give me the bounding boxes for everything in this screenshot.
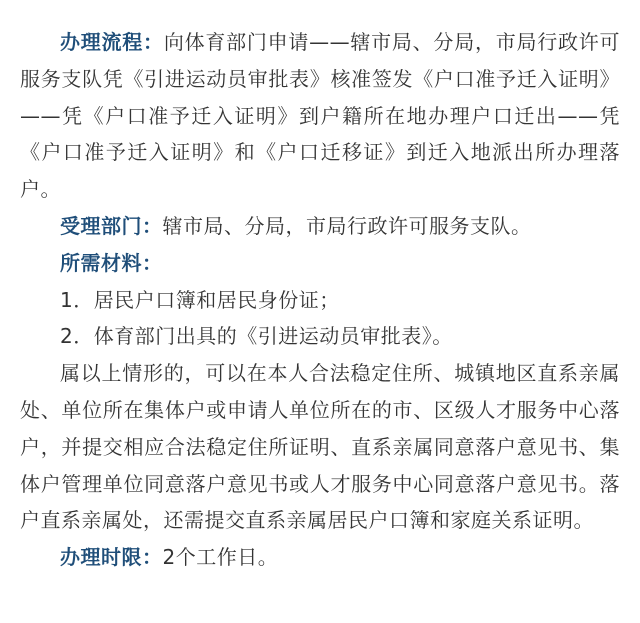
- time-limit-text: 2个工作日。: [162, 545, 279, 570]
- materials-heading: [20, 245, 620, 282]
- note-text: 属以上情形的，可以在本人合法稳定住所、城镇地区直系亲属处、单位所在集体户或申请人单位所在的市、区级人才服务中心落户，并提交相应合法稳定住所证明、直系亲属同意落户意见书、集体户管理单位同意落户意见书或人才服务中心同意落户意见书。落户直系亲属处，还需提交直系亲属居民户口簿和家庭关系证明。: [20, 361, 620, 533]
- time-limit-label: 办理时限：: [60, 545, 163, 570]
- process-paragraph: [20, 24, 620, 208]
- department-paragraph: [20, 208, 620, 245]
- process-text: 向体育部门申请——辖市局、分局，市局行政许可服务支队凭《引进运动员审批表》核准签发《户口准予迁入证明》——凭《户口准予迁入证明》到户籍所在地办理户口迁出——凭《户口准予迁入证明》和《户口迁移证》到迁入地派出所办理落户。: [20, 30, 621, 202]
- process-label: 办理流程：: [60, 30, 164, 54]
- materials-label: 所需材料：: [60, 250, 163, 275]
- note-paragraph: [20, 355, 620, 539]
- materials-item-2: 2．体育部门出具的《引进运动员审批表》。: [60, 324, 453, 349]
- department-label: 受理部门：: [60, 213, 163, 238]
- materials-item-1: 1．居民户口簿和居民身份证；: [60, 287, 340, 312]
- department-text: 辖市局、分局，市局行政许可服务支队。: [162, 213, 532, 238]
- time-limit-paragraph: [20, 539, 620, 576]
